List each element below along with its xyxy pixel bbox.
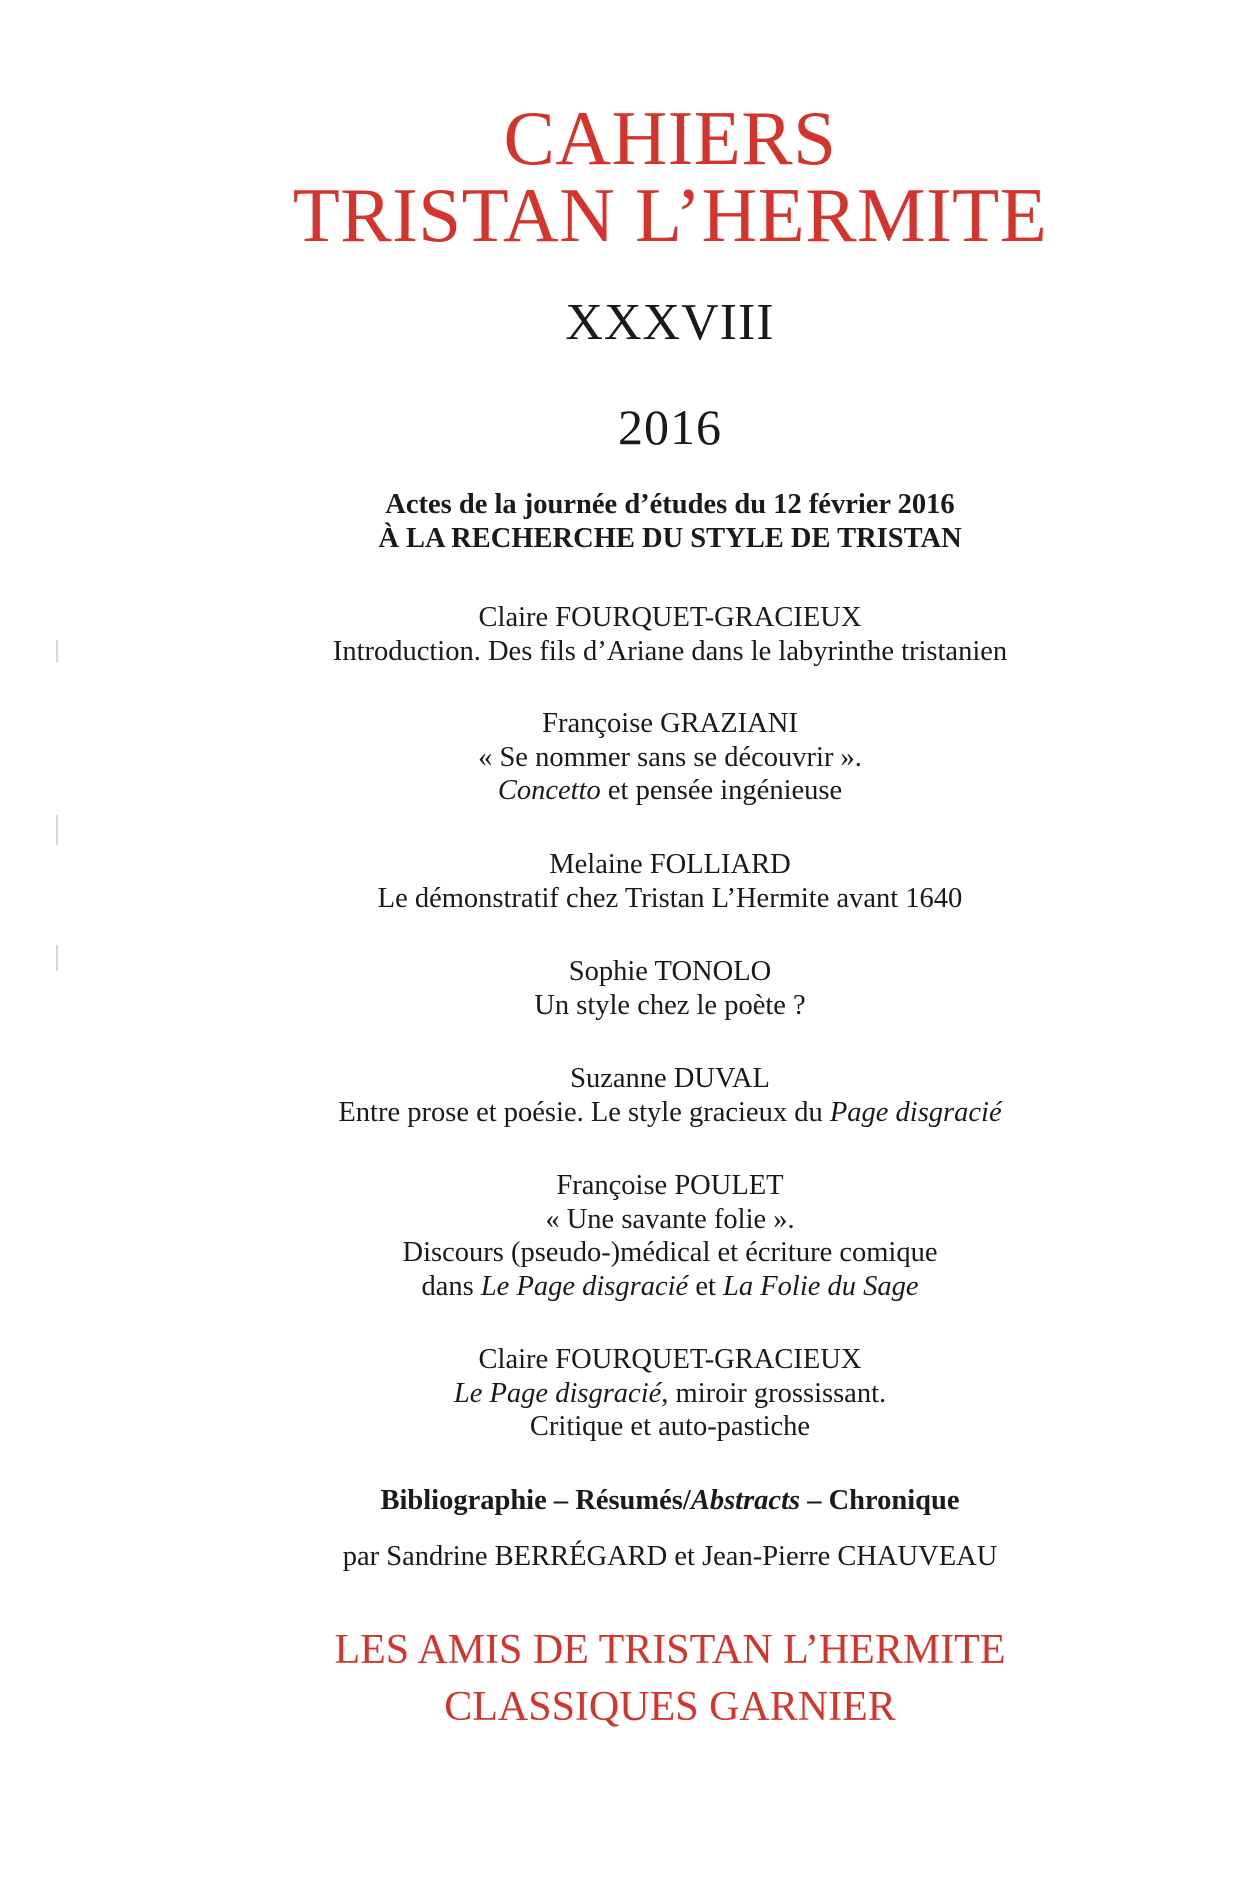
- entry-author: Suzanne DUVAL: [570, 1063, 770, 1094]
- entry-author: Françoise GRAZIANI: [542, 708, 798, 739]
- proceedings-theme: À LA RECHERCHE DU STYLE DE TRISTAN: [378, 523, 962, 554]
- journal-title-line-1: CAHIERS: [503, 95, 837, 181]
- entry-title-text: dans: [421, 1270, 481, 1302]
- back-matter-heading: [260, 1484, 1080, 1518]
- margin-mark: [56, 640, 58, 662]
- entry-title-italic: La Folie du Sage: [723, 1270, 919, 1302]
- volume-number: XXXVIII: [565, 294, 775, 351]
- entry-title: « Se nommer sans se découvrir ».: [478, 741, 862, 773]
- entry-author: Claire FOURQUET-GRACIEUX: [478, 602, 862, 633]
- contents-entry: [260, 955, 1080, 1022]
- contents-entry: [260, 1343, 1080, 1444]
- contents-entry: [260, 848, 1080, 915]
- back-matter-text: – Chronique: [800, 1485, 960, 1516]
- contents-entry: [260, 707, 1080, 808]
- entry-title-line-3: [260, 1270, 1080, 1304]
- contents-entry: [260, 1062, 1080, 1129]
- entry-title-italic: Le Page disgracié: [480, 1270, 689, 1302]
- contents-entry: [260, 1169, 1080, 1303]
- margin-mark: [56, 945, 58, 971]
- issue-year: 2016: [618, 399, 722, 455]
- entry-title-text: , miroir grossissant.: [661, 1377, 887, 1409]
- publisher-line-2: CLASSIQUES GARNIER: [444, 1684, 896, 1730]
- back-matter-text: Bibliographie – Résumés/: [380, 1485, 691, 1516]
- entry-title: « Une savante folie ».: [545, 1203, 795, 1235]
- back-matter-italic: Abstracts: [690, 1485, 801, 1516]
- entry-title-italic: Le Page disgracié: [453, 1377, 662, 1409]
- publisher-line-1: LES AMIS DE TRISTAN L’HERMITE: [334, 1627, 1006, 1673]
- entry-author: Françoise POULET: [556, 1170, 784, 1201]
- entry-title: Introduction. Des fils d’Ariane dans le labyrinthe tristanien: [332, 635, 1008, 667]
- entry-author: Sophie TONOLO: [568, 956, 772, 987]
- entry-title-line-2: Discours (pseudo-)médical et écriture comique: [402, 1237, 938, 1268]
- entry-title: Le démonstratif chez Tristan L’Hermite avant 1640: [377, 882, 963, 914]
- contents-entry: [260, 601, 1080, 668]
- entry-title-line: [260, 774, 1080, 808]
- margin-mark: [56, 815, 58, 845]
- entry-title-text: Entre prose et poésie. Le style gracieux du: [338, 1096, 830, 1128]
- entry-title-line: [260, 1377, 1080, 1411]
- entry-author: Claire FOURQUET-GRACIEUX: [478, 1344, 862, 1375]
- entry-title-italic: Concetto: [497, 775, 601, 806]
- entry-title-italic: Page disgracié: [829, 1096, 1002, 1128]
- entry-title-text: et: [688, 1270, 724, 1302]
- entry-author: Melaine FOLLIARD: [549, 849, 791, 880]
- entry-title: Un style chez le poète ?: [534, 989, 806, 1021]
- entry-title-text: et pensée ingénieuse: [600, 775, 843, 806]
- journal-title-line-2: TRISTAN L’HERMITE: [292, 172, 1048, 258]
- entry-title-line: [260, 1096, 1080, 1130]
- back-matter-byline: par Sandrine BERRÉGARD et Jean-Pierre CHAUVEAU: [342, 1541, 998, 1572]
- proceedings-subtitle: Actes de la journée d’études du 12 février 2016: [385, 489, 955, 520]
- entry-title-line-2: Critique et auto-pastiche: [529, 1411, 811, 1442]
